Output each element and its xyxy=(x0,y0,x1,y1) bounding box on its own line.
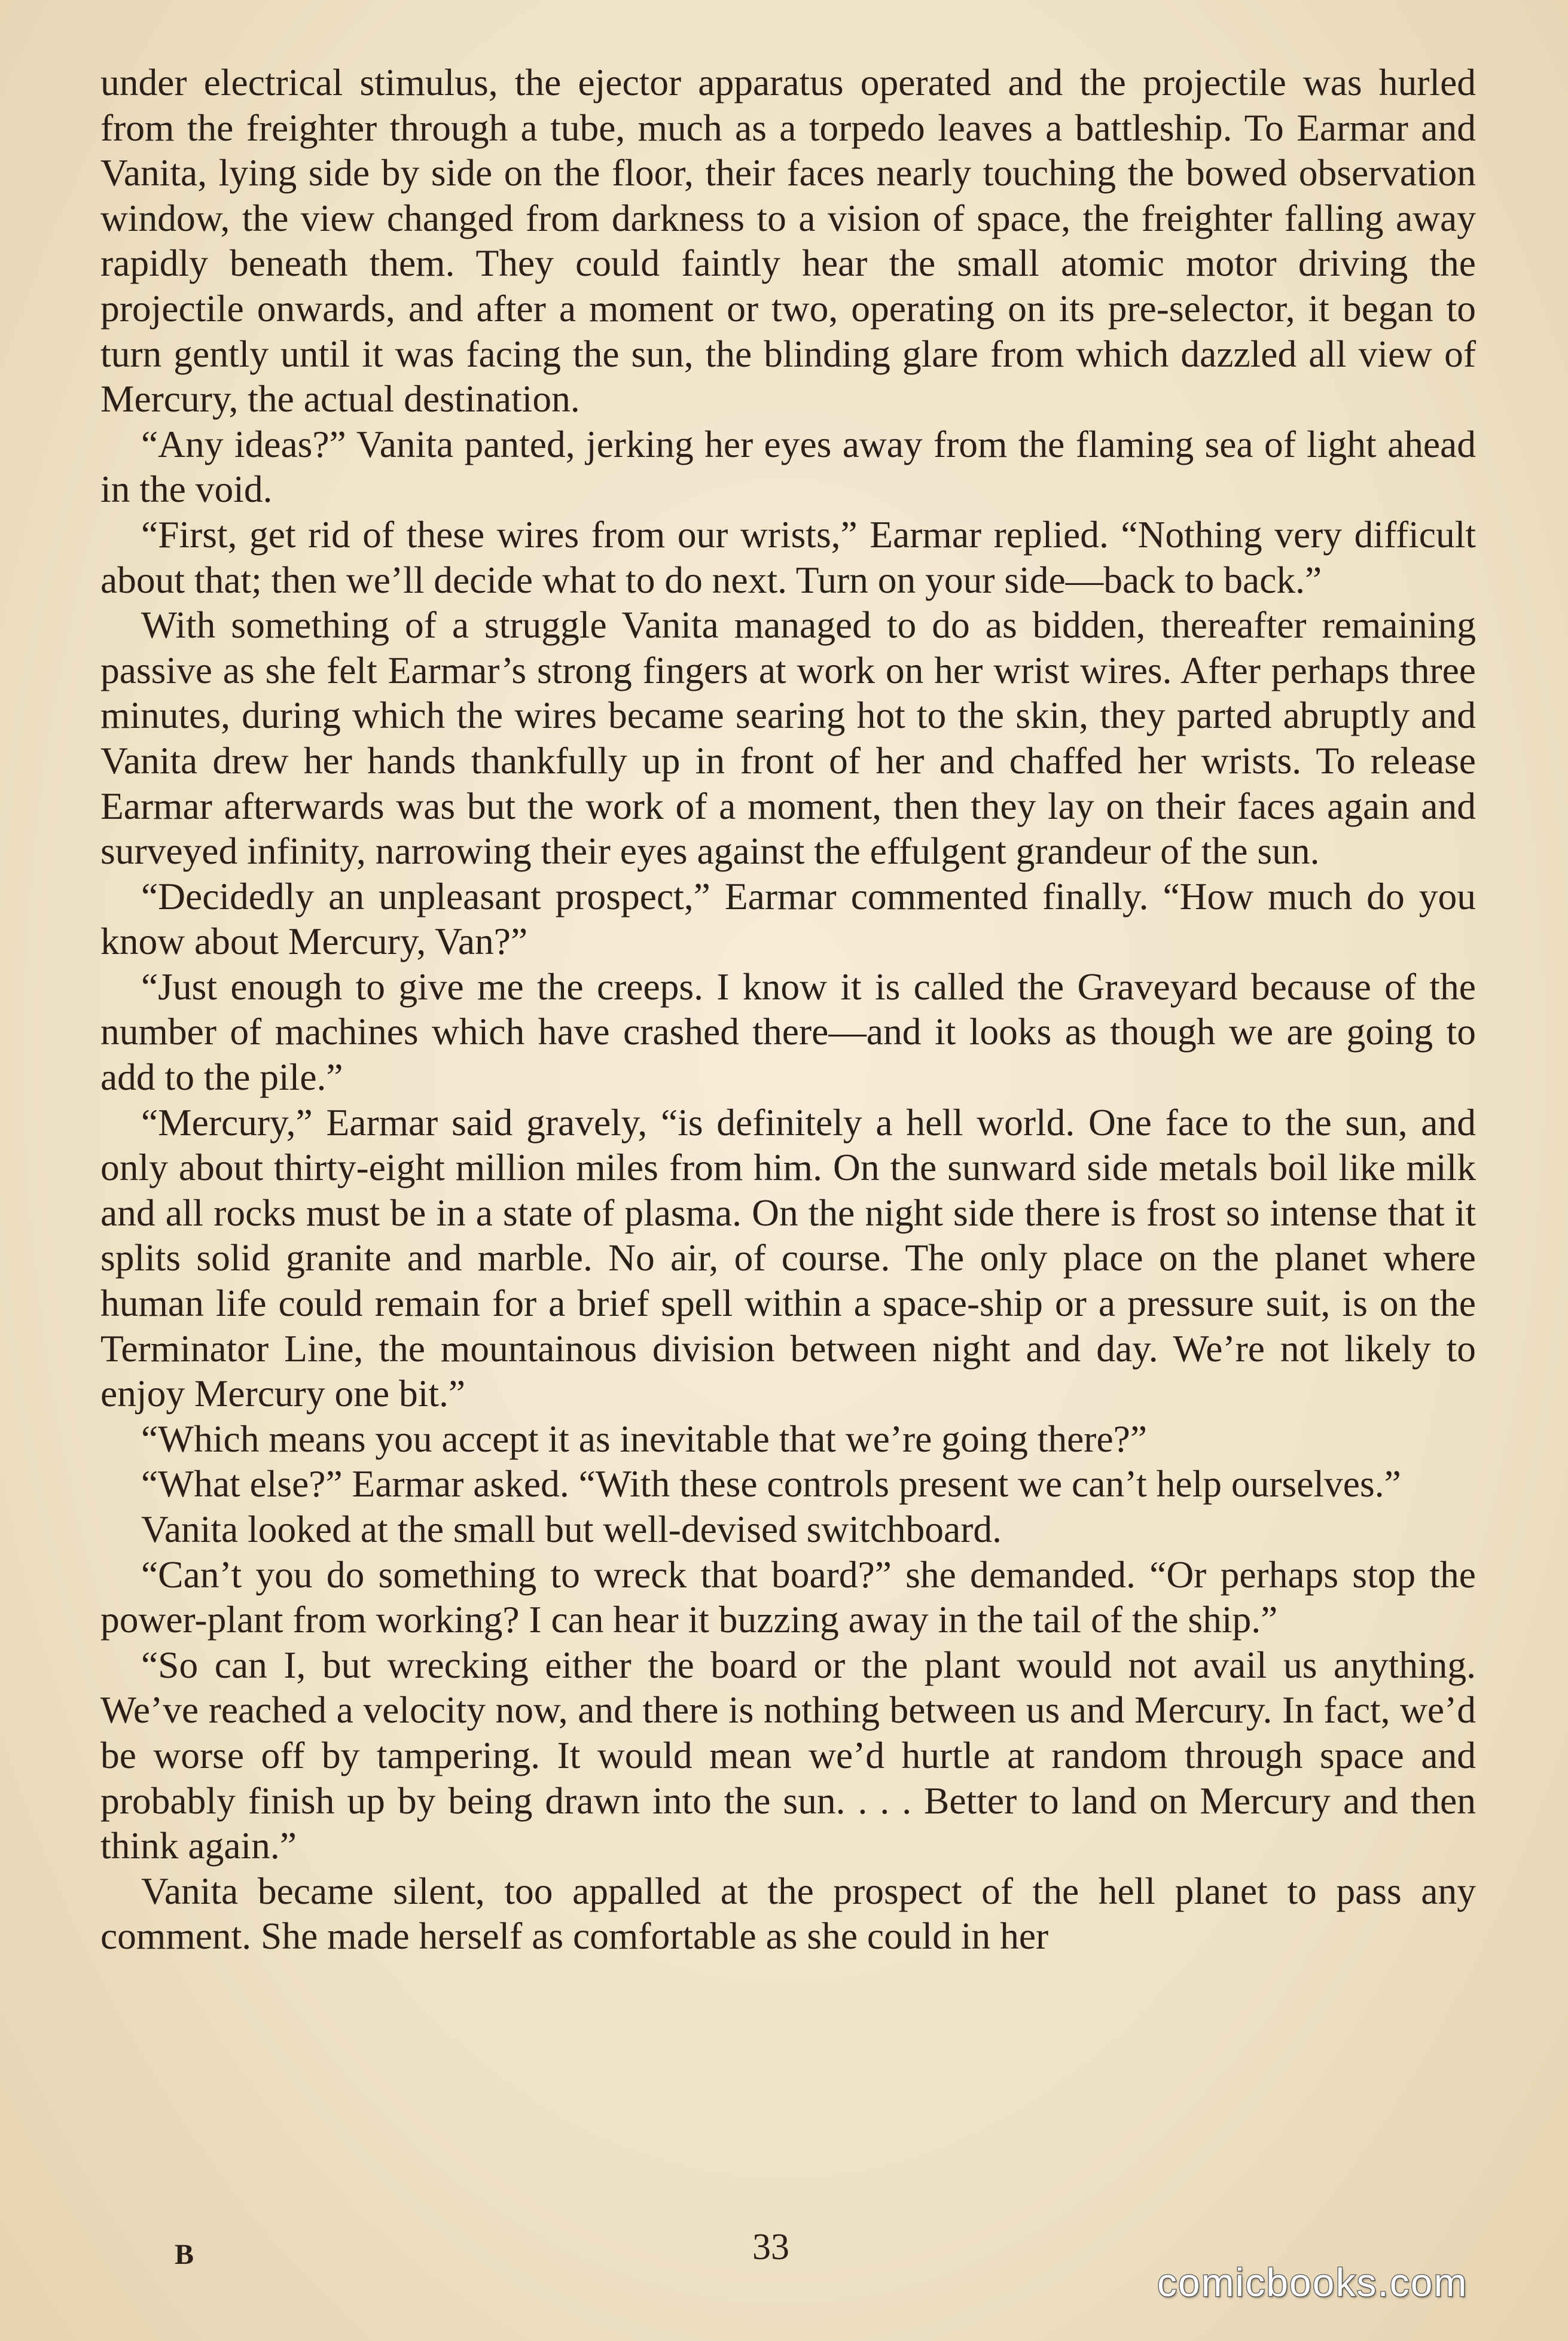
page-body-text xyxy=(100,60,1476,1959)
paragraph: “Can’t you do something to wreck that board?” she demanded. “Or perhaps stop the power-plant from working? I can hear it buzzing away in the tail of the ship.” xyxy=(100,1553,1476,1641)
paragraph: Vanita became silent, too appalled at the prospect of the hell planet to pass any comment. She made herself as comfortable as she could in her xyxy=(100,1869,1476,1958)
paragraph: “Decidedly an unpleasant prospect,” Earmar commented finally. “How much do you know about Mercury, Van?” xyxy=(100,874,1476,963)
page-number: 33 xyxy=(752,2227,789,2267)
paragraph: With something of a struggle Vanita managed to do as bidden, thereafter remaining passive as she felt Earmar’s strong fingers at work on her wrist wires. After perhaps three minutes, during which the wires became searing hot to the skin, they parted abruptly and Vanita drew her hands thankfully up in front of her and chaffed her wrists. To release Earmar afterwards was but the work of a moment, then they lay on their faces again and surveyed infinity, narrowing their eyes against the effulgent grandeur of the sun. xyxy=(100,603,1476,873)
watermark: comicbooks.com xyxy=(1157,2260,1468,2305)
paragraph: “Which means you accept it as inevitable that we’re going there?” xyxy=(141,1417,1148,1460)
paragraph: under electrical stimulus, the ejector apparatus operated and the projectile was hurled from the freighter through a tube, much as a torpedo leaves a battleship. To Earmar and Vanita, lying side by side on the floor, their faces nearly touching the bowed observation window, the view changed from darkness to a vision of space, the freighter falling away rapidly beneath them. They could faintly hear the small atomic motor driving the projectile onwards, and after a moment or two, operating on its pre-selector, it began to turn gently until it was facing the sun, the blinding glare from which dazzled all view of Mercury, the actual destination. xyxy=(100,61,1476,420)
paragraph: “First, get rid of these wires from our wrists,” Earmar replied. “Nothing very difficult about that; then we’ll decide what to do next. Turn on your side—back to back.” xyxy=(100,513,1476,601)
paragraph: “Mercury,” Earmar said gravely, “is definitely a hell world. One face to the sun, and only about thirty-eight million miles from him. On the sunward side metals boil like milk and all rocks must be in a state of plasma. On the night side there is frost so intense that it splits solid granite and marble. No air, of course. The only place on the planet where human life could remain for a brief spell within a space-ship or a pressure suit, is on the Terminator Line, the mountainous division between night and day. We’re not likely to enjoy Mercury one bit.” xyxy=(100,1101,1476,1415)
signature-mark: B xyxy=(175,2239,194,2270)
paragraph: “Just enough to give me the creeps. I know it is called the Graveyard because of the number of machines which have crashed there—and it looks as though we are going to add to the pile.” xyxy=(100,965,1476,1099)
paragraph: “So can I, but wrecking either the board or the plant would not avail us anything. We’ve reached a velocity now, and there is nothing between us and Mercury. In fact, we’d be worse off by tampering. It would mean we’d hurtle at random through space and probably finish up by being drawn into the sun. . . . Better to land on Mercury and then think again.” xyxy=(100,1643,1476,1867)
paragraph: “Any ideas?” Vanita panted, jerking her eyes away from the flaming sea of light ahead in the void. xyxy=(100,422,1476,511)
paragraph: “What else?” Earmar asked. “With these controls present we can’t help ourselves.” xyxy=(141,1462,1401,1505)
paragraph: Vanita looked at the small but well-devised switchboard. xyxy=(141,1508,1002,1550)
